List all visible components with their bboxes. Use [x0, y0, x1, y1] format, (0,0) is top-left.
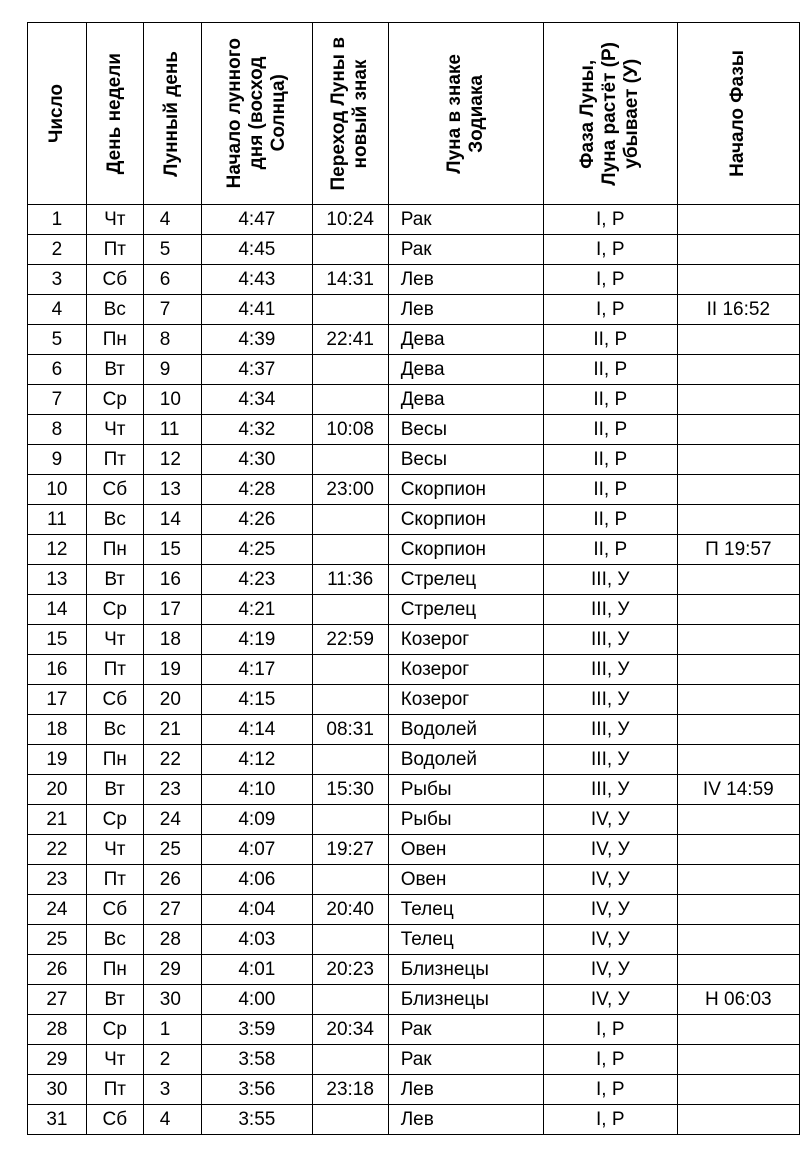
table-row	[28, 985, 800, 1015]
moon-phase-cell: IV, У	[543, 835, 677, 865]
lunar-day-cell: 18	[143, 625, 201, 655]
weekday-cell: Чт	[86, 835, 143, 865]
weekday-cell: Сб	[86, 895, 143, 925]
sign-transit-cell: 22:41	[312, 325, 388, 355]
moon-phase-cell: III, У	[543, 685, 677, 715]
lunar-day-cell: 2	[143, 1045, 201, 1075]
phase-start-cell	[677, 625, 799, 655]
weekday-cell: Вт	[86, 565, 143, 595]
lunar-day-start-cell: 4:37	[202, 355, 313, 385]
lunar-day-start-cell: 4:04	[202, 895, 313, 925]
weekday-cell: Вс	[86, 295, 143, 325]
table-row	[28, 835, 800, 865]
table-row	[28, 775, 800, 805]
weekday-cell: Ср	[86, 1015, 143, 1045]
sign-transit-cell	[312, 925, 388, 955]
zodiac-sign-cell: Водолей	[388, 745, 543, 775]
phase-start-cell	[677, 505, 799, 535]
zodiac-sign-cell: Скорпион	[388, 535, 543, 565]
zodiac-sign-cell: Стрелец	[388, 565, 543, 595]
lunar-day-start-cell: 4:39	[202, 325, 313, 355]
lunar-calendar-table	[27, 22, 800, 1135]
day-number-cell: 19	[28, 745, 87, 775]
lunar-day-start-cell: 3:59	[202, 1015, 313, 1045]
sign-transit-cell	[312, 355, 388, 385]
zodiac-sign-cell: Рак	[388, 235, 543, 265]
phase-start-cell	[677, 685, 799, 715]
sign-transit-cell	[312, 865, 388, 895]
phase-start-cell	[677, 415, 799, 445]
sign-transit-cell: 19:27	[312, 835, 388, 865]
weekday-cell: Вс	[86, 715, 143, 745]
zodiac-sign-cell: Телец	[388, 895, 543, 925]
sign-transit-cell	[312, 745, 388, 775]
table-row	[28, 445, 800, 475]
moon-phase-cell: I, Р	[543, 205, 677, 235]
moon-phase-cell: I, Р	[543, 1015, 677, 1045]
sign-transit-cell	[312, 295, 388, 325]
moon-phase-cell: III, У	[543, 625, 677, 655]
day-number-cell: 20	[28, 775, 87, 805]
phase-start-cell	[677, 265, 799, 295]
zodiac-sign-cell: Дева	[388, 385, 543, 415]
table-row	[28, 925, 800, 955]
header-sign-transit: Переход Луны в новый знак	[312, 23, 388, 205]
moon-phase-cell: III, У	[543, 745, 677, 775]
day-number-cell: 24	[28, 895, 87, 925]
zodiac-sign-cell: Лев	[388, 295, 543, 325]
lunar-day-cell: 12	[143, 445, 201, 475]
zodiac-sign-cell: Весы	[388, 445, 543, 475]
lunar-day-cell: 7	[143, 295, 201, 325]
moon-phase-cell: II, Р	[543, 535, 677, 565]
lunar-day-start-cell: 4:43	[202, 265, 313, 295]
day-number-cell: 1	[28, 205, 87, 235]
phase-start-cell	[677, 895, 799, 925]
day-number-cell: 13	[28, 565, 87, 595]
day-number-cell: 3	[28, 265, 87, 295]
lunar-day-cell: 6	[143, 265, 201, 295]
sign-transit-cell: 10:08	[312, 415, 388, 445]
lunar-day-start-cell: 4:19	[202, 625, 313, 655]
table-row	[28, 1075, 800, 1105]
lunar-day-cell: 29	[143, 955, 201, 985]
phase-start-cell	[677, 865, 799, 895]
zodiac-sign-cell: Лев	[388, 1075, 543, 1105]
day-number-cell: 2	[28, 235, 87, 265]
lunar-day-cell: 1	[143, 1015, 201, 1045]
phase-start-cell	[677, 655, 799, 685]
lunar-day-start-cell: 4:47	[202, 205, 313, 235]
header-moon-phase: Фаза Луны, Луна растёт (Р) убывает (У)	[543, 23, 677, 205]
lunar-day-start-cell: 4:25	[202, 535, 313, 565]
phase-start-cell	[677, 1075, 799, 1105]
table-row	[28, 1105, 800, 1135]
lunar-day-start-cell: 4:28	[202, 475, 313, 505]
sign-transit-cell: 20:34	[312, 1015, 388, 1045]
moon-phase-cell: II, Р	[543, 325, 677, 355]
phase-start-cell	[677, 715, 799, 745]
table-row	[28, 1045, 800, 1075]
table-row	[28, 415, 800, 445]
lunar-day-start-cell: 4:00	[202, 985, 313, 1015]
phase-start-cell	[677, 235, 799, 265]
lunar-day-cell: 21	[143, 715, 201, 745]
weekday-cell: Сб	[86, 475, 143, 505]
lunar-day-cell: 14	[143, 505, 201, 535]
zodiac-sign-cell: Козерог	[388, 655, 543, 685]
lunar-day-start-cell: 4:01	[202, 955, 313, 985]
sign-transit-cell	[312, 385, 388, 415]
lunar-day-cell: 4	[143, 1105, 201, 1135]
zodiac-sign-cell: Водолей	[388, 715, 543, 745]
weekday-cell: Пт	[86, 655, 143, 685]
lunar-day-cell: 15	[143, 535, 201, 565]
sign-transit-cell: 22:59	[312, 625, 388, 655]
moon-phase-cell: IV, У	[543, 895, 677, 925]
lunar-day-start-cell: 4:45	[202, 235, 313, 265]
phase-start-cell: Н 06:03	[677, 985, 799, 1015]
zodiac-sign-cell: Стрелец	[388, 595, 543, 625]
weekday-cell: Сб	[86, 685, 143, 715]
sign-transit-cell: 23:00	[312, 475, 388, 505]
lunar-day-cell: 16	[143, 565, 201, 595]
zodiac-sign-cell: Весы	[388, 415, 543, 445]
lunar-day-start-cell: 4:17	[202, 655, 313, 685]
zodiac-sign-cell: Близнецы	[388, 985, 543, 1015]
day-number-cell: 10	[28, 475, 87, 505]
weekday-cell: Пт	[86, 235, 143, 265]
table-row	[28, 205, 800, 235]
lunar-day-cell: 8	[143, 325, 201, 355]
moon-phase-cell: IV, У	[543, 925, 677, 955]
weekday-cell: Чт	[86, 415, 143, 445]
lunar-day-start-cell: 3:58	[202, 1045, 313, 1075]
zodiac-sign-cell: Скорпион	[388, 505, 543, 535]
weekday-cell: Вс	[86, 925, 143, 955]
lunar-day-start-cell: 4:03	[202, 925, 313, 955]
sign-transit-cell: 11:36	[312, 565, 388, 595]
sign-transit-cell	[312, 1105, 388, 1135]
day-number-cell: 21	[28, 805, 87, 835]
day-number-cell: 8	[28, 415, 87, 445]
day-number-cell: 26	[28, 955, 87, 985]
table-row	[28, 655, 800, 685]
zodiac-sign-cell: Овен	[388, 835, 543, 865]
weekday-cell: Чт	[86, 625, 143, 655]
table-row	[28, 295, 800, 325]
weekday-cell: Вт	[86, 985, 143, 1015]
sign-transit-cell	[312, 235, 388, 265]
phase-start-cell	[677, 955, 799, 985]
lunar-day-cell: 26	[143, 865, 201, 895]
moon-phase-cell: I, Р	[543, 1075, 677, 1105]
phase-start-cell	[677, 325, 799, 355]
phase-start-cell: П 19:57	[677, 535, 799, 565]
phase-start-cell	[677, 1045, 799, 1075]
weekday-cell: Ср	[86, 595, 143, 625]
moon-phase-cell: III, У	[543, 595, 677, 625]
phase-start-cell	[677, 595, 799, 625]
weekday-cell: Пн	[86, 535, 143, 565]
zodiac-sign-cell: Козерог	[388, 625, 543, 655]
table-row	[28, 865, 800, 895]
day-number-cell: 30	[28, 1075, 87, 1105]
weekday-cell: Пн	[86, 745, 143, 775]
moon-phase-cell: IV, У	[543, 955, 677, 985]
sign-transit-cell	[312, 655, 388, 685]
sign-transit-cell	[312, 535, 388, 565]
moon-phase-cell: III, У	[543, 655, 677, 685]
table-row	[28, 805, 800, 835]
table-row	[28, 1015, 800, 1045]
header-number: Число	[28, 23, 87, 205]
weekday-cell: Пн	[86, 955, 143, 985]
day-number-cell: 14	[28, 595, 87, 625]
moon-phase-cell: I, Р	[543, 265, 677, 295]
lunar-day-start-cell: 4:34	[202, 385, 313, 415]
moon-phase-cell: IV, У	[543, 865, 677, 895]
sign-transit-cell	[312, 805, 388, 835]
header-lunar-day: Лунный день	[143, 23, 201, 205]
lunar-day-start-cell: 4:32	[202, 415, 313, 445]
lunar-day-start-cell: 4:07	[202, 835, 313, 865]
table-row	[28, 325, 800, 355]
day-number-cell: 9	[28, 445, 87, 475]
moon-phase-cell: II, Р	[543, 505, 677, 535]
sign-transit-cell: 23:18	[312, 1075, 388, 1105]
zodiac-sign-cell: Скорпион	[388, 475, 543, 505]
table-row	[28, 715, 800, 745]
moon-phase-cell: II, Р	[543, 385, 677, 415]
moon-phase-cell: II, Р	[543, 475, 677, 505]
table-row	[28, 235, 800, 265]
moon-phase-cell: I, Р	[543, 1105, 677, 1135]
phase-start-cell	[677, 805, 799, 835]
zodiac-sign-cell: Рак	[388, 1015, 543, 1045]
phase-start-cell	[677, 205, 799, 235]
moon-phase-cell: I, Р	[543, 295, 677, 325]
header-zodiac: Луна в знаке Зодиака	[388, 23, 543, 205]
lunar-day-start-cell: 4:15	[202, 685, 313, 715]
lunar-day-start-cell: 3:55	[202, 1105, 313, 1135]
weekday-cell: Сб	[86, 265, 143, 295]
sign-transit-cell: 15:30	[312, 775, 388, 805]
day-number-cell: 12	[28, 535, 87, 565]
day-number-cell: 17	[28, 685, 87, 715]
day-number-cell: 22	[28, 835, 87, 865]
table-body	[28, 205, 800, 1135]
moon-phase-cell: II, Р	[543, 445, 677, 475]
lunar-day-cell: 5	[143, 235, 201, 265]
weekday-cell: Пн	[86, 325, 143, 355]
phase-start-cell	[677, 565, 799, 595]
table-row	[28, 595, 800, 625]
weekday-cell: Чт	[86, 205, 143, 235]
zodiac-sign-cell: Телец	[388, 925, 543, 955]
header-weekday: День недели	[86, 23, 143, 205]
sign-transit-cell: 10:24	[312, 205, 388, 235]
moon-phase-cell: II, Р	[543, 355, 677, 385]
lunar-day-cell: 9	[143, 355, 201, 385]
table-row	[28, 895, 800, 925]
lunar-day-start-cell: 4:21	[202, 595, 313, 625]
weekday-cell: Чт	[86, 1045, 143, 1075]
phase-start-cell	[677, 1015, 799, 1045]
lunar-day-cell: 30	[143, 985, 201, 1015]
day-number-cell: 11	[28, 505, 87, 535]
zodiac-sign-cell: Дева	[388, 355, 543, 385]
table-row	[28, 505, 800, 535]
lunar-day-start-cell: 4:26	[202, 505, 313, 535]
lunar-day-cell: 23	[143, 775, 201, 805]
phase-start-cell: IV 14:59	[677, 775, 799, 805]
moon-phase-cell: III, У	[543, 775, 677, 805]
table-row	[28, 745, 800, 775]
sign-transit-cell	[312, 985, 388, 1015]
day-number-cell: 25	[28, 925, 87, 955]
zodiac-sign-cell: Рак	[388, 205, 543, 235]
sign-transit-cell: 20:23	[312, 955, 388, 985]
zodiac-sign-cell: Козерог	[388, 685, 543, 715]
lunar-day-cell: 22	[143, 745, 201, 775]
phase-start-cell	[677, 925, 799, 955]
weekday-cell: Вт	[86, 355, 143, 385]
day-number-cell: 7	[28, 385, 87, 415]
table-row	[28, 955, 800, 985]
zodiac-sign-cell: Рыбы	[388, 805, 543, 835]
lunar-day-start-cell: 4:30	[202, 445, 313, 475]
day-number-cell: 4	[28, 295, 87, 325]
header-phase-start: Начало Фазы	[677, 23, 799, 205]
day-number-cell: 18	[28, 715, 87, 745]
zodiac-sign-cell: Дева	[388, 325, 543, 355]
day-number-cell: 29	[28, 1045, 87, 1075]
lunar-day-cell: 28	[143, 925, 201, 955]
lunar-day-start-cell: 4:10	[202, 775, 313, 805]
zodiac-sign-cell: Рыбы	[388, 775, 543, 805]
day-number-cell: 6	[28, 355, 87, 385]
phase-start-cell	[677, 1105, 799, 1135]
moon-phase-cell: I, Р	[543, 1045, 677, 1075]
sign-transit-cell: 08:31	[312, 715, 388, 745]
lunar-day-cell: 3	[143, 1075, 201, 1105]
sign-transit-cell	[312, 1045, 388, 1075]
moon-phase-cell: I, Р	[543, 235, 677, 265]
phase-start-cell	[677, 475, 799, 505]
table-row	[28, 265, 800, 295]
sign-transit-cell: 20:40	[312, 895, 388, 925]
lunar-day-start-cell: 4:12	[202, 745, 313, 775]
zodiac-sign-cell: Рак	[388, 1045, 543, 1075]
day-number-cell: 23	[28, 865, 87, 895]
lunar-day-cell: 27	[143, 895, 201, 925]
table-row	[28, 385, 800, 415]
phase-start-cell	[677, 835, 799, 865]
lunar-day-start-cell: 3:56	[202, 1075, 313, 1105]
weekday-cell: Ср	[86, 805, 143, 835]
weekday-cell: Сб	[86, 1105, 143, 1135]
weekday-cell: Вс	[86, 505, 143, 535]
sign-transit-cell	[312, 685, 388, 715]
phase-start-cell	[677, 745, 799, 775]
day-number-cell: 15	[28, 625, 87, 655]
sign-transit-cell	[312, 595, 388, 625]
lunar-day-cell: 25	[143, 835, 201, 865]
zodiac-sign-cell: Овен	[388, 865, 543, 895]
day-number-cell: 5	[28, 325, 87, 355]
weekday-cell: Пт	[86, 445, 143, 475]
table-row	[28, 625, 800, 655]
moon-phase-cell: IV, У	[543, 805, 677, 835]
sign-transit-cell: 14:31	[312, 265, 388, 295]
lunar-day-cell: 4	[143, 205, 201, 235]
day-number-cell: 31	[28, 1105, 87, 1135]
lunar-day-start-cell: 4:41	[202, 295, 313, 325]
day-number-cell: 27	[28, 985, 87, 1015]
phase-start-cell: II 16:52	[677, 295, 799, 325]
table-row	[28, 475, 800, 505]
lunar-day-cell: 11	[143, 415, 201, 445]
lunar-day-cell: 13	[143, 475, 201, 505]
moon-phase-cell: IV, У	[543, 985, 677, 1015]
lunar-day-start-cell: 4:06	[202, 865, 313, 895]
weekday-cell: Ср	[86, 385, 143, 415]
sign-transit-cell	[312, 445, 388, 475]
day-number-cell: 28	[28, 1015, 87, 1045]
moon-phase-cell: III, У	[543, 565, 677, 595]
lunar-day-cell: 17	[143, 595, 201, 625]
sign-transit-cell	[312, 505, 388, 535]
table-row	[28, 565, 800, 595]
lunar-day-cell: 19	[143, 655, 201, 685]
header-row	[28, 23, 800, 205]
lunar-day-cell: 24	[143, 805, 201, 835]
weekday-cell: Пт	[86, 865, 143, 895]
zodiac-sign-cell: Лев	[388, 1105, 543, 1135]
lunar-day-start-cell: 4:23	[202, 565, 313, 595]
lunar-day-start-cell: 4:09	[202, 805, 313, 835]
lunar-day-cell: 10	[143, 385, 201, 415]
moon-phase-cell: III, У	[543, 715, 677, 745]
lunar-day-cell: 20	[143, 685, 201, 715]
header-lunar-day-start: Начало лунного дня (восход Солнца)	[202, 23, 313, 205]
lunar-day-start-cell: 4:14	[202, 715, 313, 745]
zodiac-sign-cell: Лев	[388, 265, 543, 295]
table-row	[28, 685, 800, 715]
phase-start-cell	[677, 355, 799, 385]
weekday-cell: Вт	[86, 775, 143, 805]
phase-start-cell	[677, 445, 799, 475]
table-row	[28, 535, 800, 565]
phase-start-cell	[677, 385, 799, 415]
weekday-cell: Пт	[86, 1075, 143, 1105]
zodiac-sign-cell: Близнецы	[388, 955, 543, 985]
moon-phase-cell: II, Р	[543, 415, 677, 445]
table-row	[28, 355, 800, 385]
day-number-cell: 16	[28, 655, 87, 685]
